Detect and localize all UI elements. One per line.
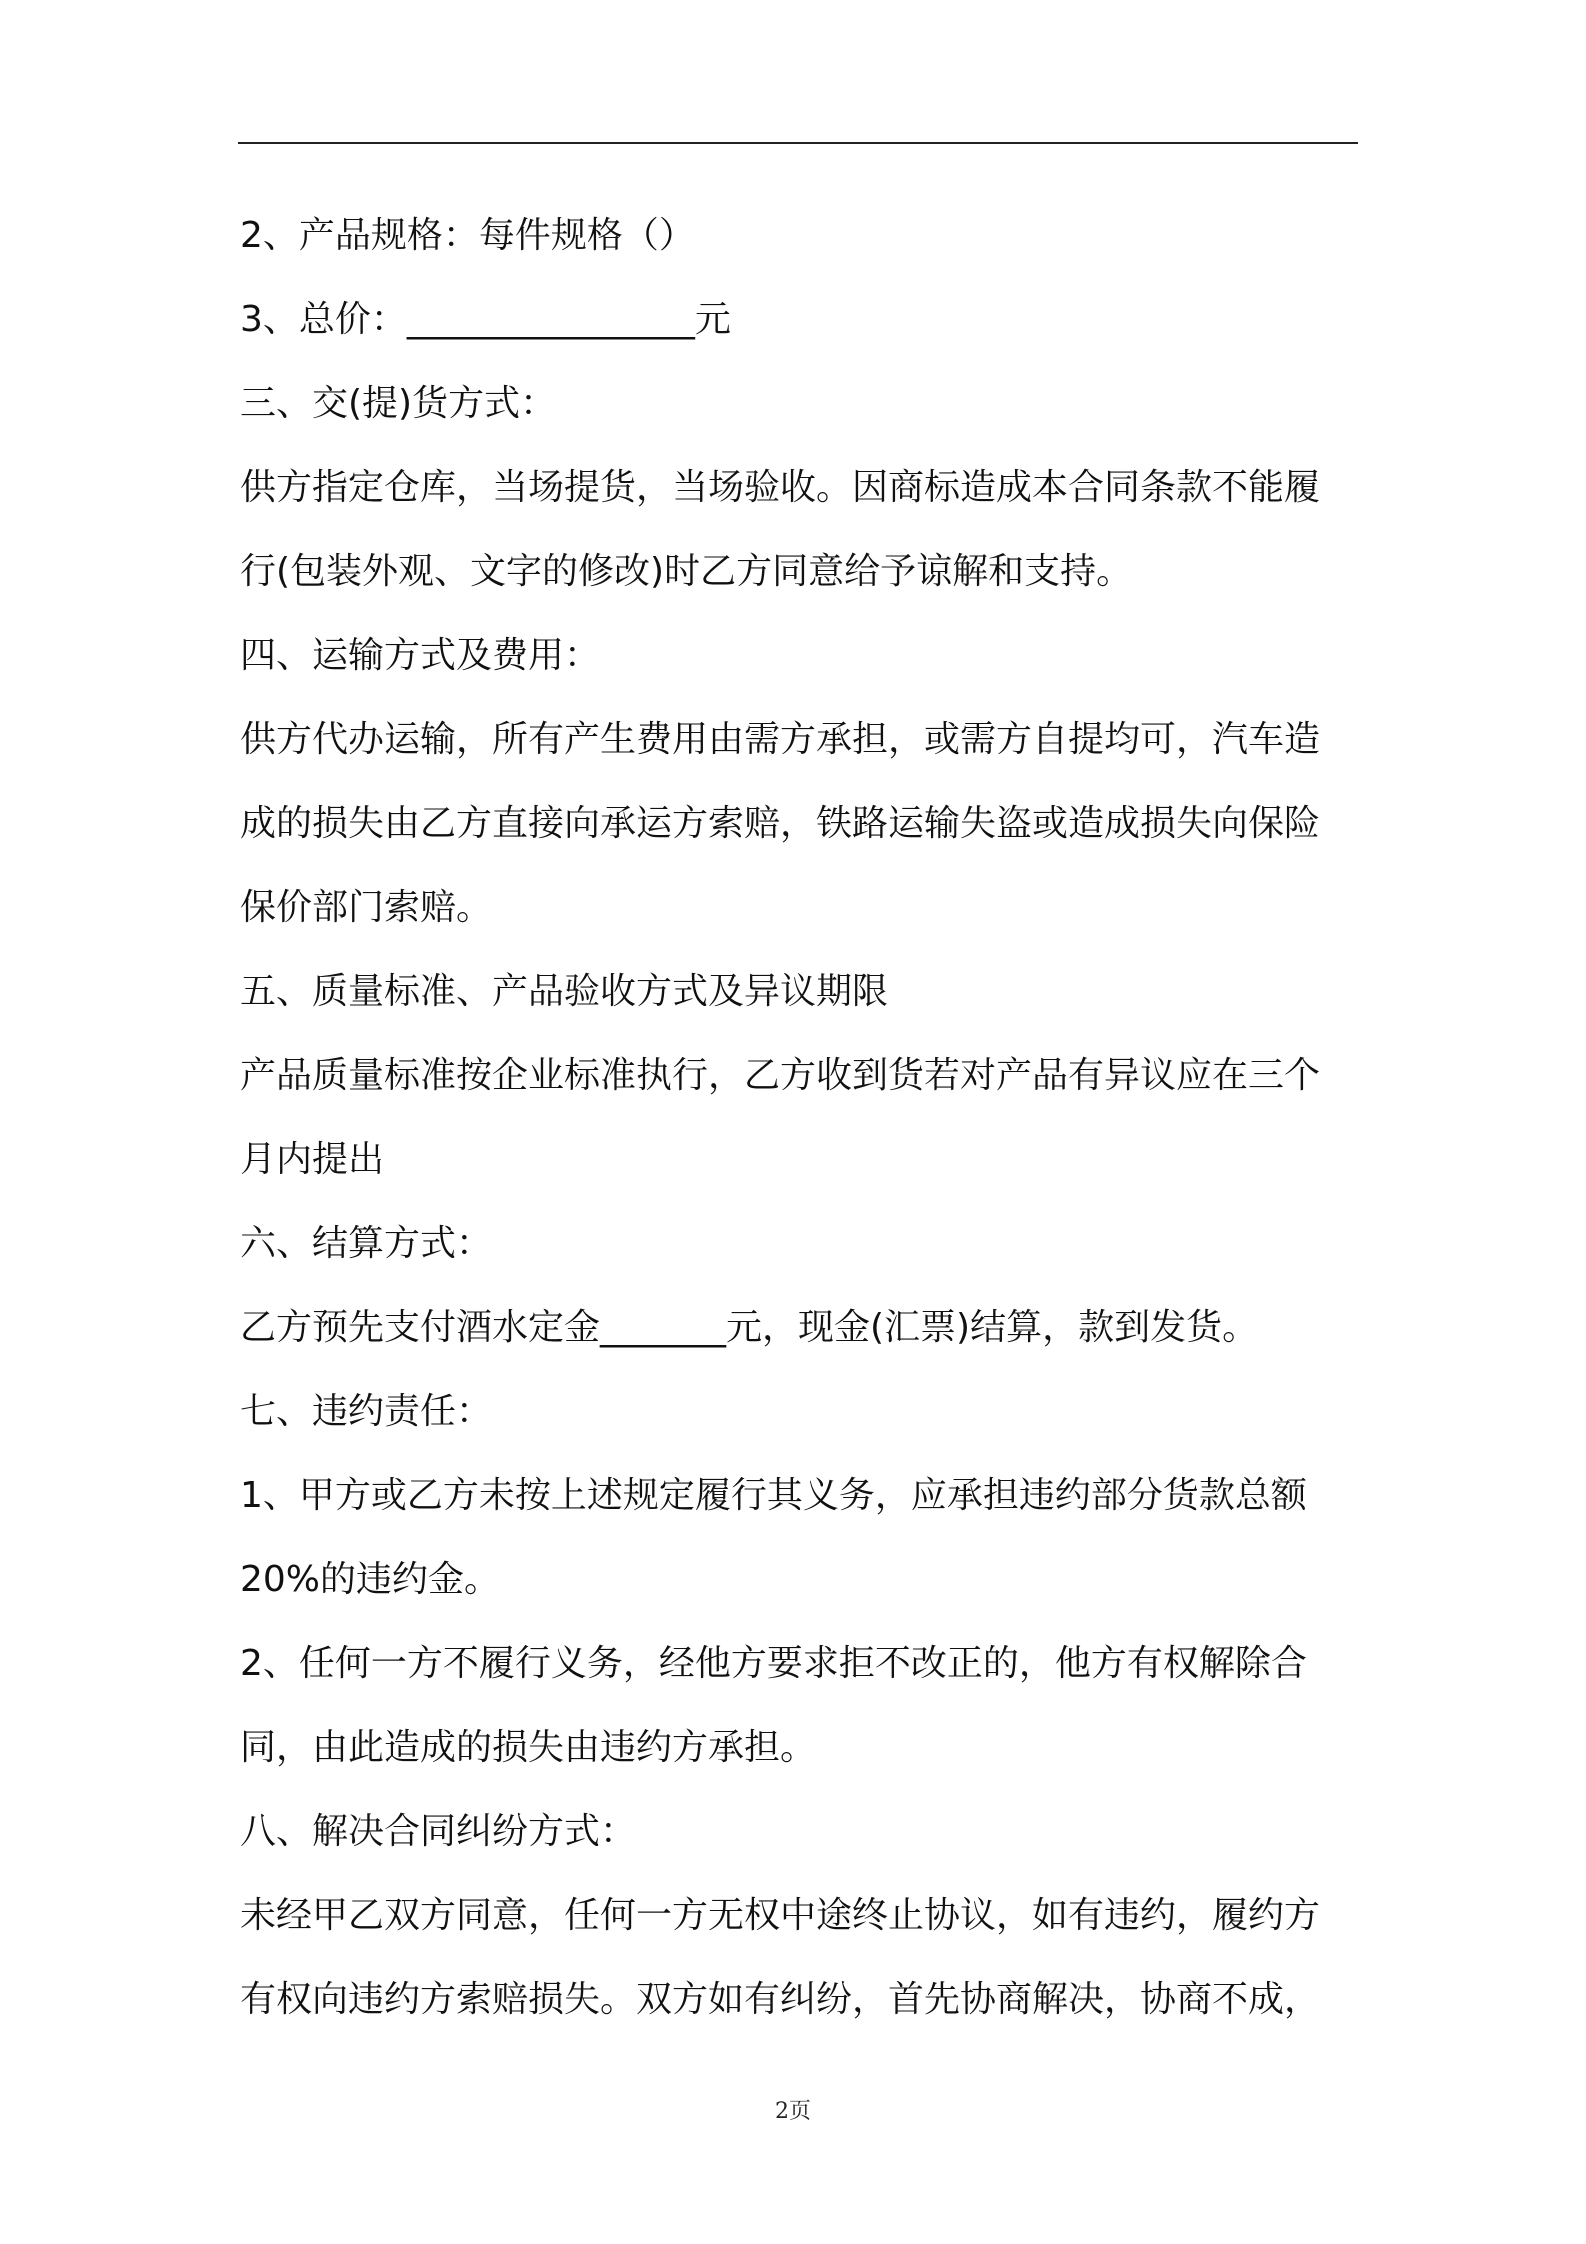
text-line: 供方代办运输，所有产生费用由需方承担，或需方自提均可，汽车造 bbox=[240, 719, 1321, 760]
text-line: 2、任何一方不履行义务，经他方要求拒不改正的，他方有权解除合 bbox=[240, 1643, 1307, 1684]
section-heading: 七、违约责任： bbox=[240, 1391, 493, 1432]
text-line: 3、总价：________________元 bbox=[240, 299, 731, 340]
section-heading: 八、解决合同纠纷方式： bbox=[240, 1811, 637, 1852]
text-line: 2、产品规格：每件规格（） bbox=[240, 215, 695, 256]
document-body bbox=[240, 194, 1360, 2042]
header-rule bbox=[238, 142, 1358, 144]
text-line: 乙方预先支付酒水定金_______元，现金(汇票)结算，款到发货。 bbox=[240, 1307, 1259, 1348]
section-heading: 四、运输方式及费用： bbox=[240, 635, 601, 676]
text-line: 成的损失由乙方直接向承运方索赔，铁路运输失盗或造成损失向保险 bbox=[240, 803, 1321, 844]
text-line: 同，由此造成的损失由违约方承担。 bbox=[240, 1727, 817, 1768]
text-line: 未经甲乙双方同意，任何一方无权中途终止协议，如有违约，履约方 bbox=[240, 1895, 1321, 1936]
text-line: 产品质量标准按企业标准执行，乙方收到货若对产品有异议应在三个 bbox=[240, 1055, 1321, 1096]
text-line: 月内提出 bbox=[240, 1139, 385, 1180]
text-line: 20%的违约金。 bbox=[240, 1559, 501, 1600]
section-heading: 六、结算方式： bbox=[240, 1223, 493, 1264]
text-line: 1、甲方或乙方未按上述规定履行其义务，应承担违约部分货款总额 bbox=[240, 1475, 1307, 1516]
section-heading: 五、质量标准、产品验收方式及异议期限 bbox=[240, 971, 889, 1012]
text-line: 行(包装外观、文字的修改)时乙方同意给予谅解和支持。 bbox=[240, 551, 1133, 592]
text-line: 有权向违约方索赔损失。双方如有纠纷，首先协商解决，协商不成， bbox=[240, 1979, 1321, 2020]
page-number: 2页 bbox=[775, 2099, 811, 2124]
text-line: 保价部门索赔。 bbox=[240, 887, 493, 928]
text-line: 供方指定仓库，当场提货，当场验收。因商标造成本合同条款不能履 bbox=[240, 467, 1321, 508]
section-heading: 三、交(提)货方式： bbox=[240, 383, 557, 424]
